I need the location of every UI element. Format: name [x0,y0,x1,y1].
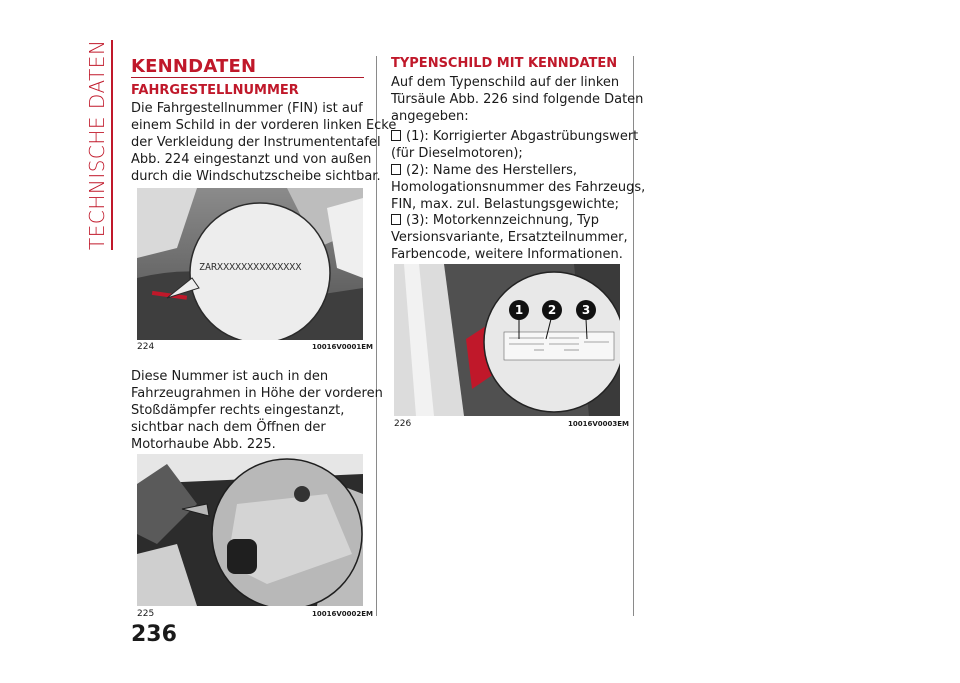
callout-3 [576,300,596,320]
figure-224-code: 10016V0001EM [312,343,374,351]
fin-paragraph: Die Fahrgestellnummer (FIN) ist auf einem Schild in der vorderen linken Ecke der Verkleidung der Instrumententafel Abb. 224 eingestanzt und von außen durch die Windschutzscheibe sichtbar. [131,101,397,184]
checkbox-bullet-icon [391,214,401,225]
figure-225-number: 225 [137,609,155,619]
svg-text:1: 1 [514,303,524,317]
checkbox-bullet-icon [391,164,401,175]
vin-plate-text: ZARXXXXXXXXXXXXXX [199,262,302,273]
figure-225-image [137,454,363,606]
figure-226-code: 10016V0003EM [568,420,630,428]
figure-224-number: 224 [137,342,155,352]
chassis-paragraph: Diese Nummer ist auch in den Fahrzeugrahmen in Höhe der vorderen Stoßdämpfer rechts eingestanzt, sichtbar nach dem Öffnen der Motorhaube Abb. 225. [131,369,383,452]
callout-2 [542,300,562,320]
figure-224-image [137,188,363,340]
plate-intro-paragraph: Auf dem Typenschild auf der linken Türsäule Abb. 226 sind folgende Daten angegeben: [391,75,644,124]
figure-226-number: 226 [394,419,412,429]
svg-text:3: 3 [581,303,591,317]
figure-226-image [394,264,620,416]
svg-text:2: 2 [547,303,557,317]
callout-1 [509,300,529,320]
side-tab-label: TECHNISCHE DATEN [85,39,109,250]
section-title-rule [131,77,364,78]
subsection-fin-title: FAHRGESTELLNUMMER [131,83,299,98]
checkbox-bullet-icon [391,130,401,141]
side-tab [82,40,112,250]
bullet-item-1: (1): Korrigierter Abgastrübungswert (für Dieselmotoren); [391,129,639,161]
bullet-item-2: (2): Name des Herstellers, Homologationsnummer des Fahrzeugs, FIN, max. zul. Belastungsgewichte; [391,163,646,212]
figure-225-code: 10016V0002EM [312,610,374,618]
page-number: 236 [131,622,177,647]
section-title: KENNDATEN [131,56,257,77]
bullet-item-3: (3): Motorkennzeichnung, Typ Versionsvariante, Ersatzteilnummer, Farbencode, weitere Informationen. [391,213,628,262]
side-tab-rule [111,40,113,250]
subsection-plate-title: TYPENSCHILD MIT KENNDATEN [391,56,618,71]
